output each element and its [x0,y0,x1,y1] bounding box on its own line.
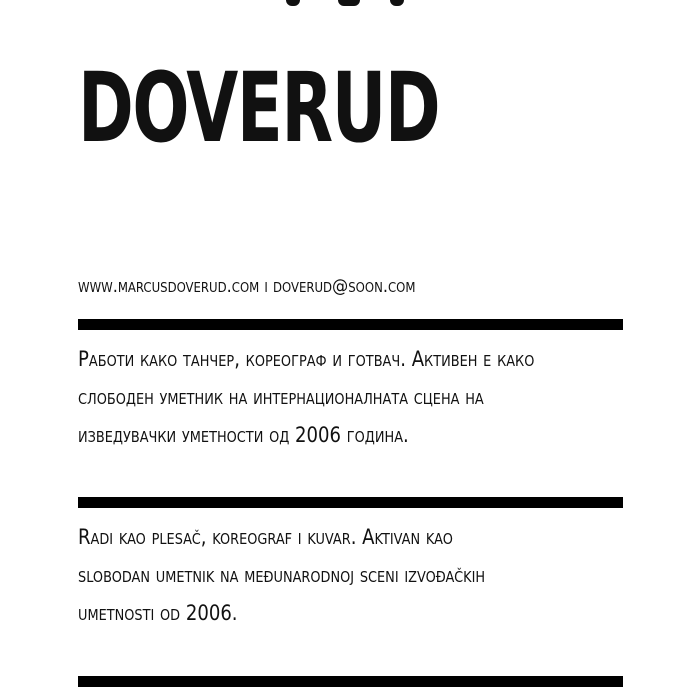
bio-macedonian [78,340,560,454]
contact-text: www.marcusdoverud.com i doverud@soon.com [78,276,416,297]
bio-line: Работи како танчер, кореограф и готвач. Активен е како [78,347,535,371]
bio-line: слободен уметник на интернационалната сцена на [78,385,484,409]
bio-line: изведувачки уметности од 2006 година. [78,423,409,447]
divider-rule [78,497,623,508]
top-letter-fragments [0,0,700,10]
bio-line: umetnosti od 2006. [78,601,238,625]
bio-line: slobodan umetnik na međunarodnoj sceni izvođačkih [78,563,486,587]
artist-name: DOVERUD [78,52,440,164]
letter-fragment [338,0,360,6]
bio-line: Radi kao plesač, koreograf i kuvar. Aktivan kao [78,525,453,549]
divider-rule [78,676,623,687]
contact-line [78,276,415,298]
bio-serbian [78,518,560,632]
letter-fragment [390,0,404,6]
letter-fragment [286,0,300,6]
divider-rule [78,319,623,330]
